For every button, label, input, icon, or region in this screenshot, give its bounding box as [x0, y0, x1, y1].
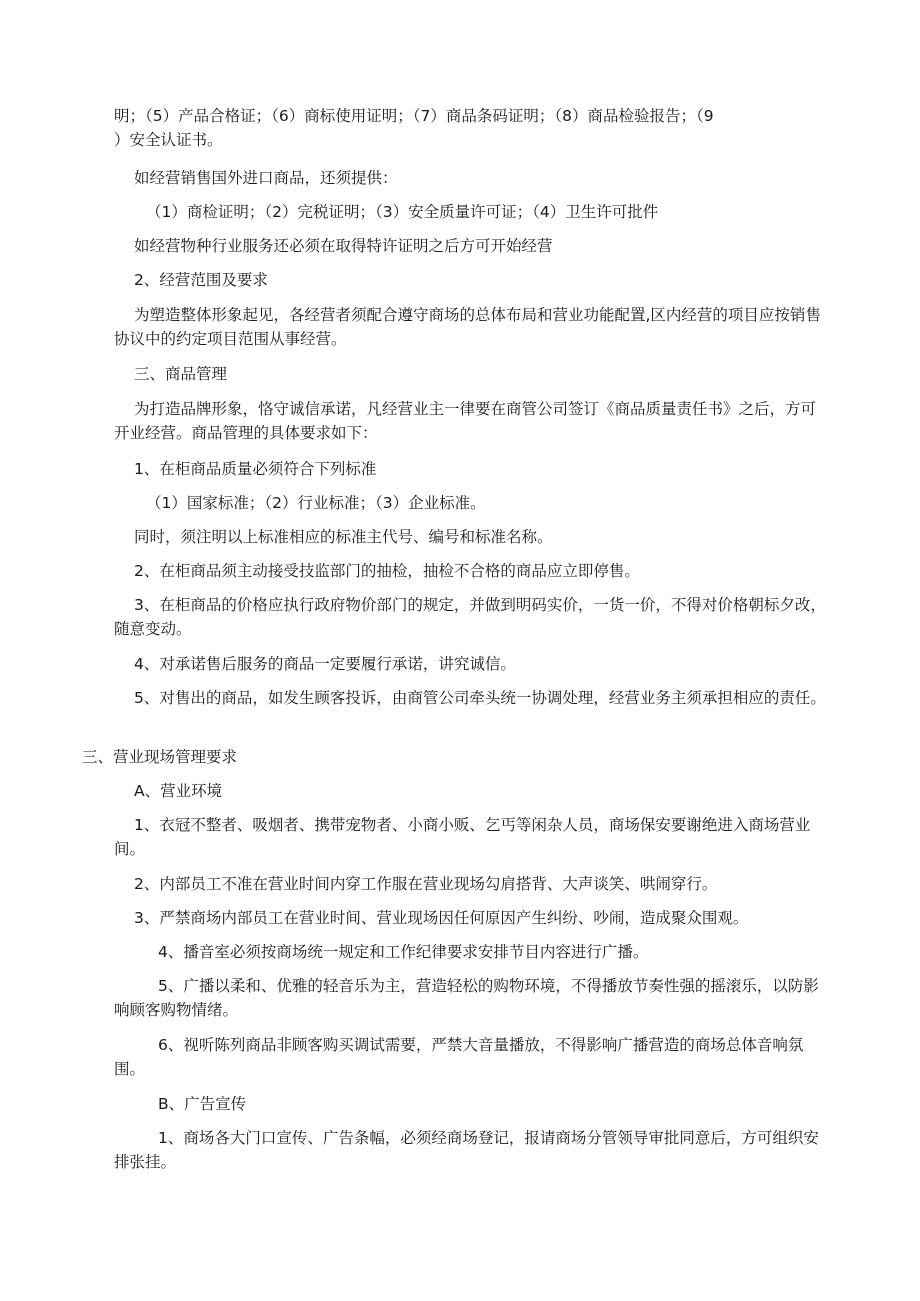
paragraph-staff-conduct: 2、内部员工不准在营业时间内穿工作服在营业现场勾肩搭背、大声谈笑、哄闹穿行。 — [134, 875, 718, 893]
paragraph-import-docs: （1）商检证明；（2）完税证明；（3）安全质量许可证；（4）卫生许可批件 — [146, 203, 659, 221]
heading-advertising: B、广告宣传 — [158, 1095, 247, 1113]
paragraph-import-goods: 如经营销售国外进口商品，还须提供： — [134, 169, 398, 187]
paragraph-broadcast-room: 4、播音室必须按商场统一规定和工作纪律要求安排节目内容进行广播。 — [158, 943, 649, 961]
heading-goods-management: 三、商品管理 — [134, 365, 228, 383]
paragraph-quality-standard: 1、在柜商品质量必须符合下列标准 — [134, 460, 377, 478]
paragraph-banners: 1、商场各大门口宣传、广告条幅，必须经商场登记，报请商场分管领导审批同意后，方可组织安排张挂。 — [114, 1129, 819, 1171]
paragraph-pricing: 3、在柜商品的价格应执行政府物价部门的规定，并做到明码实价，一货一价，不得对价格朝标夕改，随意变动。 — [114, 596, 826, 638]
paragraph-broadcast-music: 5、广播以柔和、优雅的轻音乐为主，营造轻松的购物环境，不得播放节奏性强的摇滚乐，以防影响顾客购物情绪。 — [114, 977, 819, 1019]
paragraph-no-disputes: 3、严禁商场内部员工在营业时间、营业现场因任何原因产生纠纷、吵闹，造成聚众围观。 — [134, 909, 749, 927]
paragraph-business-scope: 为塑造整体形象起见，各经营者须配合遵守商场的总体布局和营业功能配置,区内经营的项目应按销售协议中的约定项目范围从事经营。 — [114, 306, 821, 348]
heading-business-scope: 2、经营范围及要求 — [134, 271, 268, 289]
paragraph-complaints: 5、对售出的商品，如发生顾客投诉，由商管公司牵头统一协调处理，经营业务主须承担相应的责任。 — [134, 689, 826, 707]
paragraph-special-license: 如经营物种行业服务还必须在取得特许证明之后方可开始经营 — [134, 237, 553, 255]
paragraph-safety-cert: ）安全认证书。 — [114, 131, 223, 149]
heading-business-environment: A、营业环境 — [134, 782, 223, 800]
paragraph-certificates-cont: 明；（5）产品合格证；（6）商标使用证明；（7）商品条码证明；（8）商品检验报告；（9 — [114, 107, 714, 125]
heading-site-management: 三、营业现场管理要求 — [82, 748, 238, 766]
paragraph-standard-codes: 同时，须注明以上标准相应的标准主代号、编号和标准名称。 — [134, 528, 553, 546]
paragraph-goods-management: 为打造品牌形象，恪守诚信承诺，凡经营业主一律要在商管公司签订《商品质量责任书》之后，方可开业经营。商品管理的具体要求如下： — [114, 400, 817, 442]
paragraph-standard-types: （1）国家标准；（2）行业标准；（3）企业标准。 — [146, 494, 486, 512]
paragraph-inspection: 2、在柜商品须主动接受技监部门的抽检，抽检不合格的商品应立即停售。 — [134, 562, 640, 580]
paragraph-after-sales: 4、对承诺售后服务的商品一定要履行承诺，讲究诚信。 — [134, 655, 516, 673]
paragraph-entry-rules: 1、衣冠不整者、吸烟者、携带宠物者、小商小贩、乞丐等闲杂人员，商场保安要谢绝进入商场营业间。 — [114, 816, 811, 858]
paragraph-av-volume: 6、视听陈列商品非顾客购买调试需要，严禁大音量播放，不得影响广播营造的商场总体音响氛围。 — [114, 1036, 804, 1078]
